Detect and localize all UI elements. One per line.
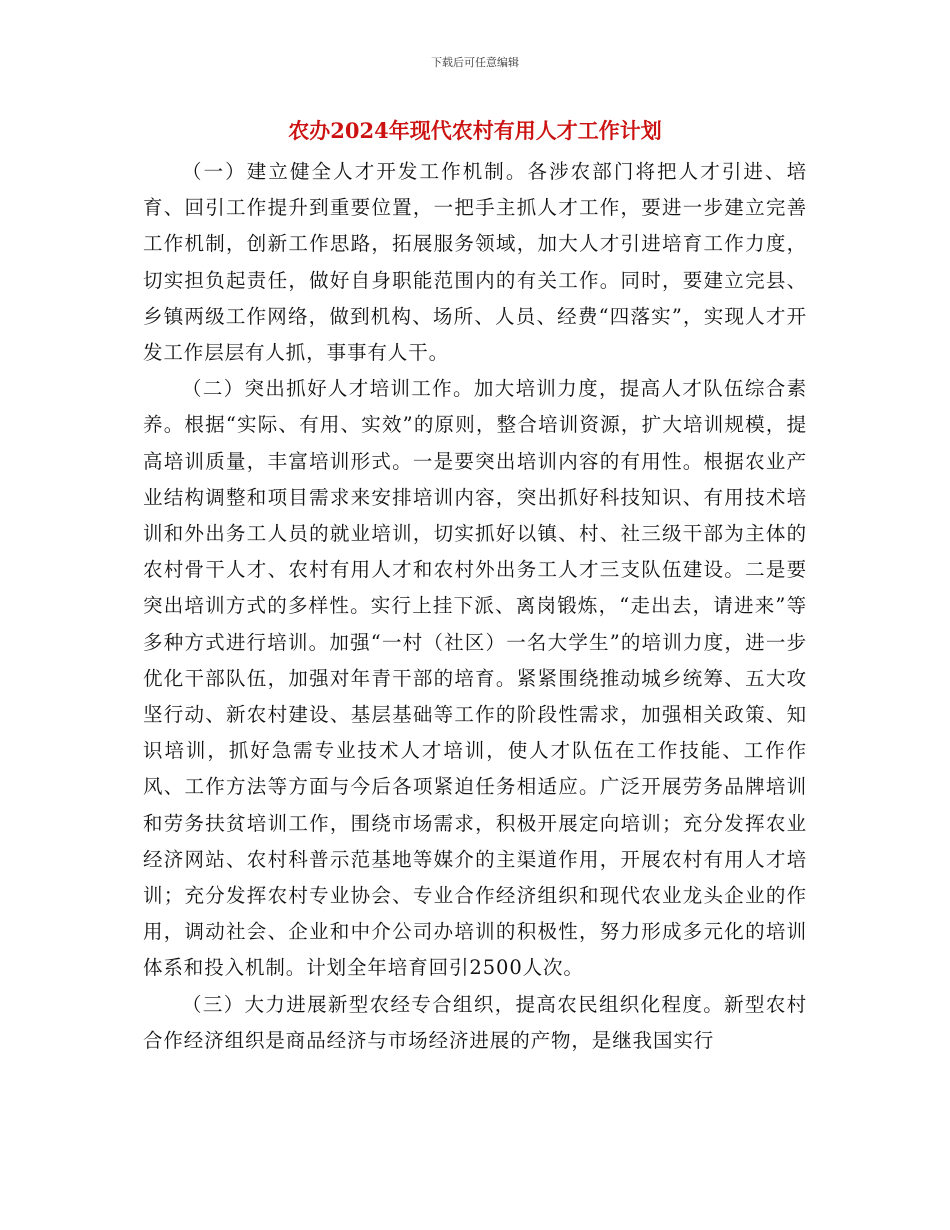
paragraph-3: （三）大力进展新型农经专合组织，提高农民组织化程度。新型农村合作经济组织是商品经济与市场经济进展的产物，是继我国实行: [143, 992, 807, 1052]
paragraph-2: （二）突出抓好人才培训工作。加大培训力度，提高人才队伍综合素养。根据“实际、有用、实效”的原则，整合培训资源，扩大培训规模，提高培训质量，丰富培训形式。一是要突出培训内容的有用性。根据农业产业结构调整和项目需求来安排培训内容，突出抓好科技知识、有用技术培训和外出务工人员的就业培训，切实抓好以镇、村、社三级干部为主体的农村骨干人才、农村有用人才和农村外出务工人才三支队伍建设。二是要突出培训方式的多样性。实行上挂下派、离岗锻炼，“走出去，请进来”等多种方式进行培训。加强“一村（社区）一名大学生”的培训力度，进一步优化干部队伍，加强对年青干部的培育。紧紧围绕推动城乡统筹、五大攻坚行动、新农村建设、基层基础等工作的阶段性需求，加强相关政策、知识培训，抓好急需专业技术人才培训，使人才队伍在工作技能、工作作风、工作方法等方面与今后各项紧迫任务相适应。广泛开展劳务品牌培训和劳务扶贫培训工作，围绕市场需求，积极开展定向培训；充分发挥农业经济网站、农村科普示范基地等媒介的主渠道作用，开展农村有用人才培训；充分发挥农村专业协会、专业合作经济组织和现代农业龙头企业的作用，调动社会、企业和中介公司办培训的积极性，努力形成多元化的培训体系和投入机制。计划全年培育回引2500人次。: [143, 377, 807, 980]
paragraph-1: （一）建立健全人才开发工作机制。各涉农部门将把人才引进、培育、回引工作提升到重要位置，一把手主抓人才工作，要进一步建立完善工作机制，创新工作思路，拓展服务领域，加大人才引进培育工作力度，切实担负起责任，做好自身职能范围内的有关工作。同时，要建立完县、乡镇两级工作网络，做到机构、场所、人员、经费“四落实”，实现人才开发工作层层有人抓，事事有人干。: [143, 160, 807, 365]
header-note: 下载后可任意编辑: [431, 56, 519, 69]
document-title: 农办2024年现代农村有用人才工作计划: [288, 118, 662, 143]
document-body: [143, 154, 807, 1059]
